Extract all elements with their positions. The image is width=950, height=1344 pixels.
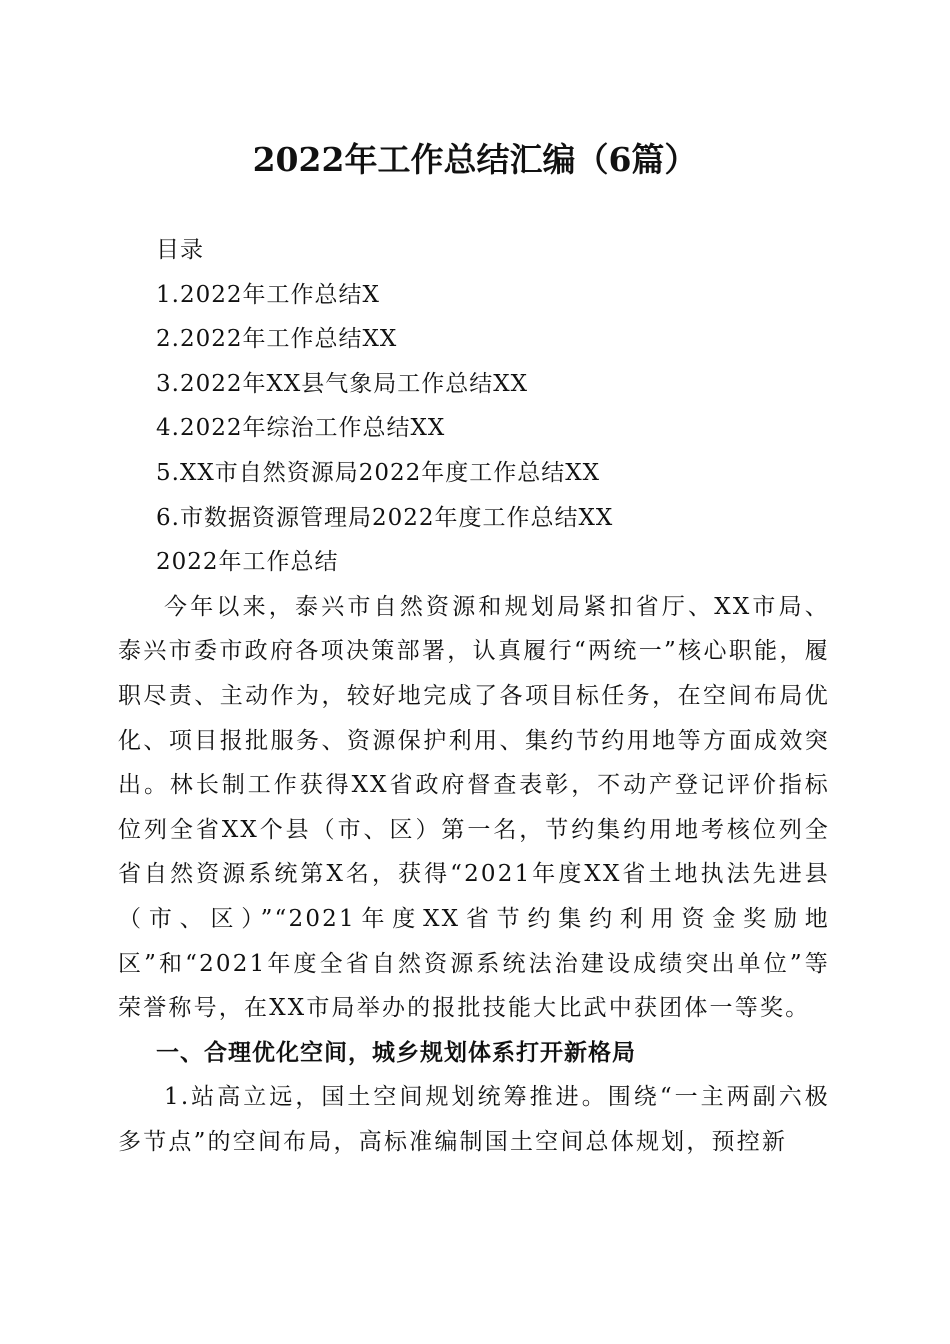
toc-item-5: 5.XX市自然资源局2022年度工作总结XX [156,459,600,486]
toc-item-1: 1.2022年工作总结X [156,281,380,308]
toc-item-6: 6.市数据资源管理局2022年度工作总结XX [156,504,614,531]
document-body [118,228,830,1164]
toc-item-3: 3.2022年XX县气象局工作总结XX [156,370,528,397]
heading-1: 一、合理优化空间，城乡规划体系打开新格局 [156,1039,636,1066]
intro-paragraph: 今年以来，泰兴市自然资源和规划局紧扣省厅、XX市局、泰兴市委市政府各项决策部署，认真履行“两统一”核心职能，履职尽责、主动作为，较好地完成了各项目标任务，在空间布局优化、项目报批服务、资源保护利用、集约节约用地等方面成效突出。林长制工作获得XX省政府督查表彰，不动产登记评价指标位列全省XX个县（市、区）第一名，节约集约用地考核位列全省自然资源系统第X名，获得“2021年度XX省土地执法先进县（市、区）”“2021年度XX省节约集约利用资金奖励地区”和“2021年度全省自然资源系统法治建设成绩突出单位”等荣誉称号，在XX市局举办的报批技能大比武中获团体一等奖。 [118,593,830,1022]
document-title: 2022年工作总结汇编（6篇） [252,140,698,179]
toc-item-4: 4.2022年综治工作总结XX [156,415,446,442]
section-title: 2022年工作总结 [156,549,339,576]
paragraph-1: 1.站高立远，国土空间规划统筹推进。围绕“一主两副六极多节点”的空间布局，高标准编制国土空间总体规划，预控新 [118,1084,830,1155]
toc-heading: 目录 [156,237,204,263]
toc-item-2: 2.2022年工作总结XX [156,326,398,353]
